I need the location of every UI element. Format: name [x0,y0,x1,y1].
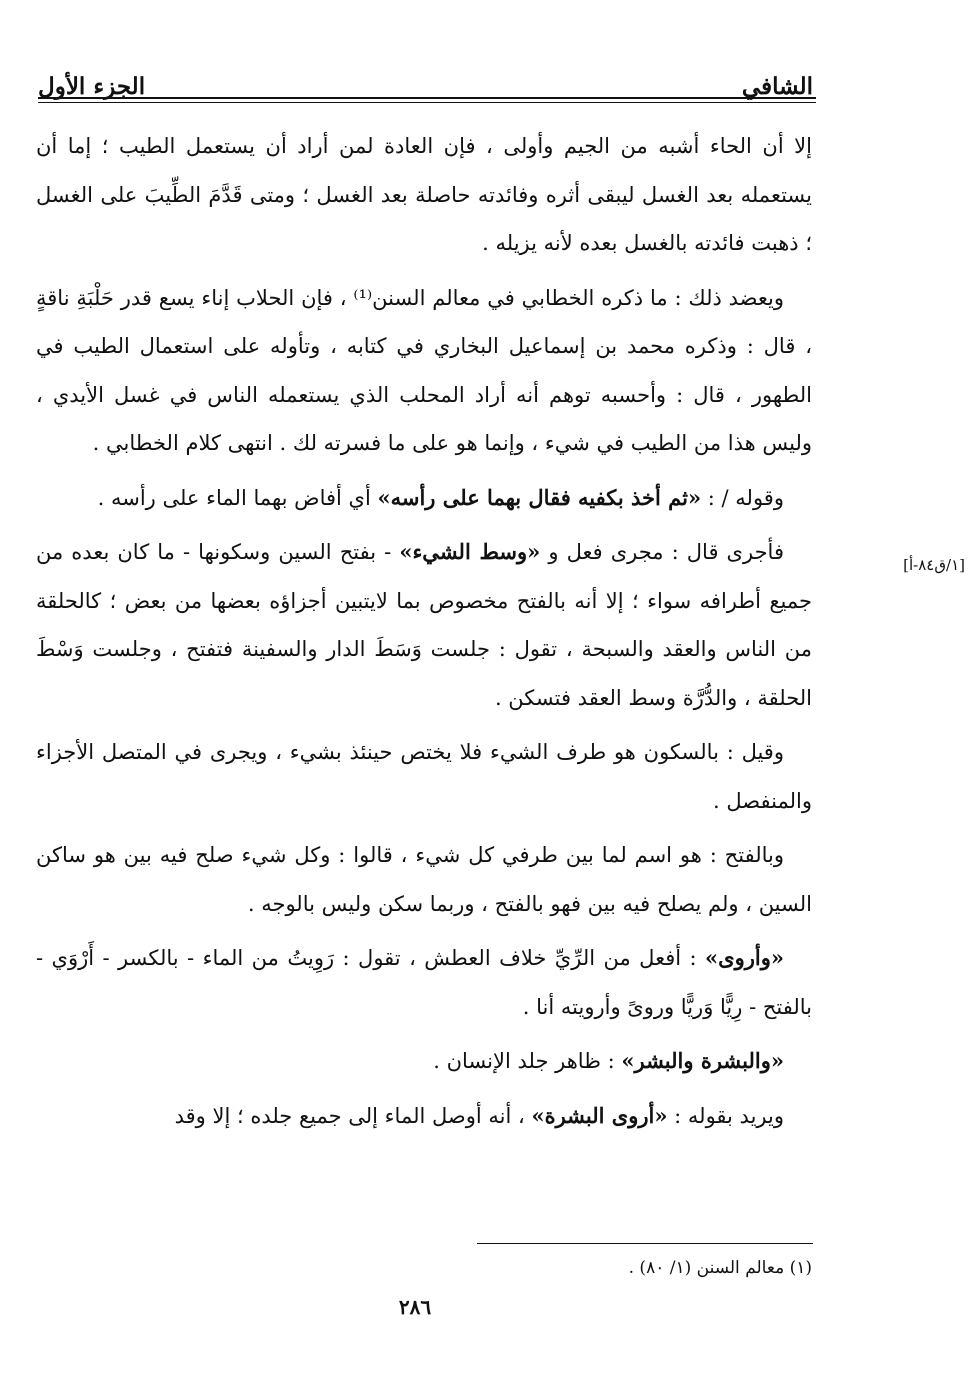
paragraph-8 [36,1037,812,1086]
footnote-rule [477,1243,813,1244]
running-header [38,52,813,100]
volume-title: الجزء الأول [38,73,146,100]
p9-pre: ويريد بقوله : [667,1103,784,1128]
paragraph-4 [36,528,812,722]
footnote: (١) معالم السنن (١/ ٨٠) . [628,1258,812,1278]
p4-pre: فأجرى قال : مجرى فعل و [540,540,784,564]
p7-post: : أفعل من الرِّيِّ خلاف العطش ، تقول : رَوِيتُ من الماء - بالكسر - أَرْوَي - بالفتح - رِيًّا وَريًّا وروىً وأرويته أنا . [36,946,812,1019]
hadith-quote-4: «والبشرة والبشر» [621,1048,784,1073]
paragraph-2: ويعضد ذلك : ما ذكره الخطابي في معالم السنن⁽¹⁾ ، فإن الحلاب إناء يسع قدر حَلْبَةِ ناقةٍ ، قال : وذكره محمد بن إسماعيل البخاري في كتابه ، وتأوله على استعمال الطيب في الطهور ، قال : وأحسبه توهم أنه أراد المحلب الذي يستعمله الناس في غسل الأيدي ، وليس هذا من الطيب في شيء ، وإنما هو على ما فسرته لك . انتهى كلام الخطابي . [36,285,812,455]
p4-post: - بفتح السين وسكونها - ما كان بعده من جميع أطرافه سواء ؛ إلا أنه بالفتح مخصوص بما لايتبين أجزاؤه بعضها من بعض ؛ كالحلقة من الناس والعقد والسبحة ، تقول : جلست وَسَطَ الدار والسفينة فتفتح ، وجلست وَسْطَ الحلقة ، والدُّرَّة وسط العقد فتسكن . [36,540,812,710]
paragraph-6: وبالفتح : هو اسم لما بين طرفي كل شيء ، قالوا : وكل شيء صلح فيه بين هو ساكن السين ، ولم يصلح فيه بين فهو بالفتح ، وربما سكن وليس بالوجه . [36,843,812,916]
hadith-quote-1: «ثم أخذ بكفيه فقال بهما على رأسه» [377,484,702,510]
p3-post: أي أفاض بهما الماء على رأسه . [97,485,378,510]
paragraph-9 [36,1092,812,1141]
p9-post: ، أنه أوصل الماء إلى جميع جلده ؛ إلا وقد [174,1103,532,1128]
paragraph-3 [36,474,812,523]
paragraph-1: إلا أن الحاء أشبه من الجيم وأولى ، فإن العادة لمن أراد أن يستعمل الطيب ؛ إما أن يستعمله بعد الغسل ليبقى أثره وفائدته حاصلة بعد الغسل ؛ ومتى قَدَّمَ الطِّيبَ على الغسل ؛ ذهبت فائدته بالغسل بعده لأنه يزيله . [36,134,812,255]
hadith-quote-2: «وسط الشيء» [399,539,541,564]
page-number: ٢٨٦ [398,1295,432,1319]
manuscript-folio-note: [١/ق٨٤-أ] [903,556,965,574]
hadith-quote-5: «أروى البشرة» [531,1102,668,1128]
body-text [36,122,812,1146]
header-rule [38,97,816,99]
header-rule-thin [38,102,816,103]
p8-post: : ظاهر جلد الإنسان . [433,1049,622,1073]
book-title: الشافي [741,73,813,100]
paragraph-7 [36,934,812,1031]
p3-pre: وقوله / : [701,485,784,510]
paragraph-5: وقيل : بالسكون هو طرف الشيء فلا يختص حينئذ بشيء ، ويجرى في المتصل الأجزاء والمنفصل . [36,740,812,813]
hadith-quote-3: «وأروى» [705,945,784,970]
